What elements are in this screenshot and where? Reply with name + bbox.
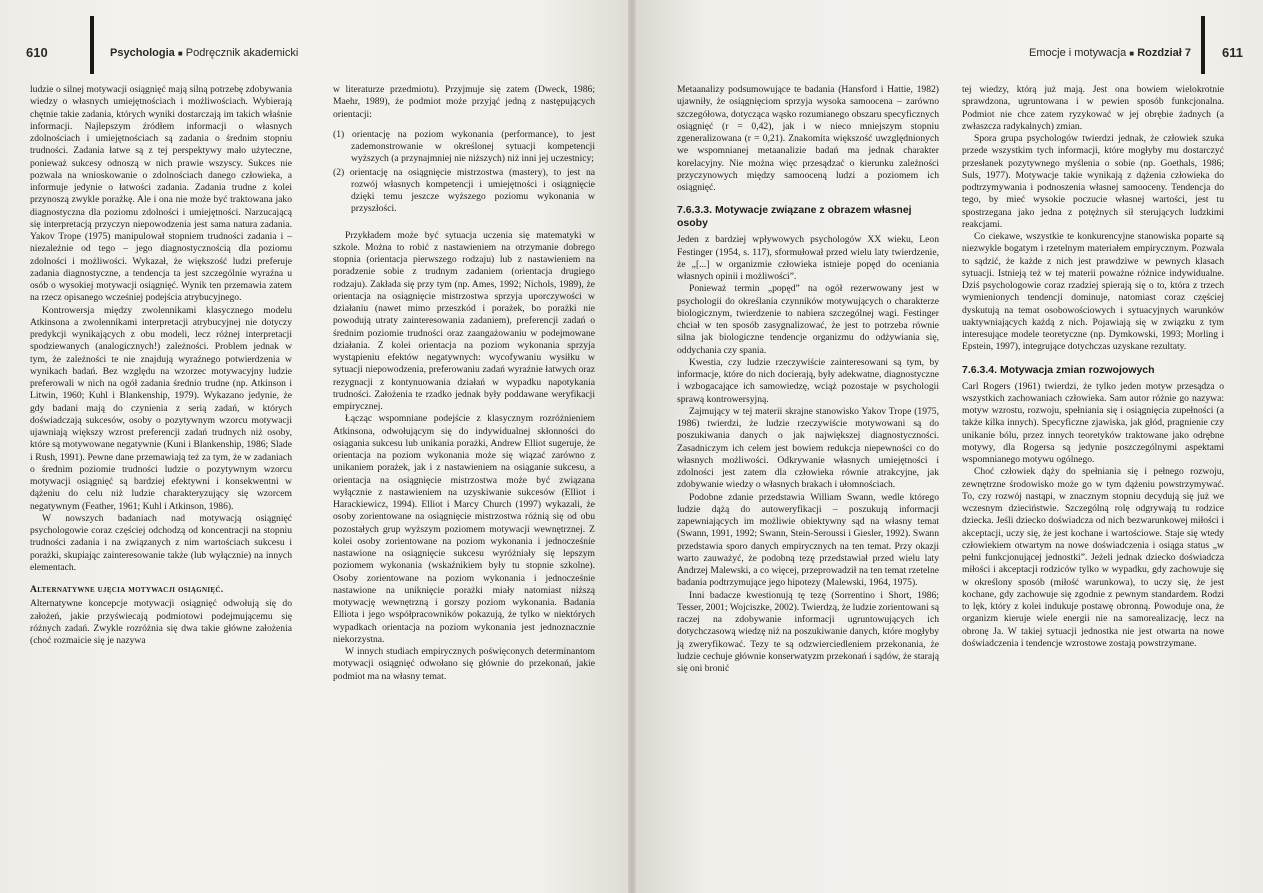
right-page-number: 611 — [1222, 45, 1243, 60]
paragraph: Kwestia, czy ludzie rzeczywiście zainteresowani są tym, by informacje, które do nich docierają, były adekwatne, diagnostyczne i wzbogacające ich samowiedzę, wciąż pozostaje w psychologii sprawą kontrowersyjną. — [677, 356, 939, 405]
right-running-head — [632, 42, 1263, 64]
paragraph: Inni badacze kwestionują tę tezę (Sorrentino i Short, 1986; Tesser, 2001; Wojciszke, 2002). Twierdzą, że ludzie zorientowani są raczej na zdobywanie informacji ugruntowujących ich dotychczasową wiedzę niż na poszukiwanie danych, które mogłyby ją zweryfikować. Tezy te są odzwierciedleniem przekonania, że ludzie cechuje głównie konserwatyzm przekonań i sądów, że starają się oni bronić — [677, 589, 939, 674]
left-running-title — [110, 47, 298, 59]
paragraph: Carl Rogers (1961) twierdzi, że tylko jeden motyw przesądza o wszystkich zachowaniach człowieka. Sam autor różnie go nazywa: motyw wzrostu, rozwoju, spełniania się i osiągnięcia zupełności (a także kilka innych). Specyficzne zjawiska, jak głód, pragnienie czy unikanie bólu, przez innych teoretyków traktowane jako odrębne motywy, dla Rogersa są jedynie poszczególnymi aspektami wspomnianego motywu ogólnego. — [962, 380, 1224, 465]
paragraph: Łącząc wspomniane podejście z klasycznym rozróżnieniem Atkinsona, odwołującym się do indywidualnej skłonności do osiągania sukcesu lub unikania porażki, Andrew Elliot sugeruje, że orientacja na poziom wykonania może się wiązać zarówno z unikaniem porażek, jak i z nastawieniem na osiąganie sukcesu, a orientacja na osiągnięcie mistrzostwa może być związana wyłącznie z nastawieniem na uzyskiwanie sukcesów (Elliot i Harackiewicz, 1994). Elliot i Marcy Church (1997) wykazali, że osoby zorientowane na osiągnięcie mistrzostwa różnią się od obu pozostałych grup wyższym poziomem motywacji wewnętrznej. Z kolei osoby zorientowane na poziom wykonania i jednocześnie nastawione na osiągnięcie sukcesu wyróżniały się lepszym poziomem wykonania (wskaźnikiem były tu stopnie szkolne). Osoby zorientowane na poziom wykonania i jednocześnie nastawione na uniknięcie porażki miały natomiast niższą motywację wewnętrzną i gorszy poziom wykonania. Badania Elliota i jego współpracowników pokazują, że tylko w niektórych wypadkach orientacja na poziom wykonania jest jednoznacznie niekorzystna. — [333, 413, 595, 645]
paragraph: W innych studiach empirycznych poświęconych determinantom motywacji osiągnięć odwołano się głównie do przekonań, jakie podmiot ma na własny temat. — [333, 646, 595, 682]
left-running-book: Psychologia — [110, 47, 175, 59]
left-running-head — [26, 42, 586, 64]
list-item: (2) orientację na osiągnięcie mistrzostwa (mastery), to jest na rozwój własnych kompetencji i umiejętności i osiągnięcie dzięki temu jeszcze wyższego poziomu wykonania w przyszłości. — [333, 166, 595, 215]
subsection-heading: Alternatywne ujęcia motywacji osiągnięć. — [30, 584, 224, 595]
paragraph: Ponieważ termin „popęd” na ogół rezerwowany jest w psychologii do określania czynników motywujących o charakterze biologicznym, twierdzenie to nabiera szczególnej wagi. Festinger chciał w ten sposób zasygnalizować, że jest to potrzeba równie silna jak biologiczne tendencje organizmu do odżywiania się, oddychania czy spania. — [677, 283, 939, 356]
paragraph: Podobne zdanie przedstawia William Swann, wedle którego ludzie dążą do autoweryfikacji – poszukują informacji zapewniających im możliwie obiektywny sąd na własny temat (Swann, 1991, 1992; Swann, Stein-Seroussi i Giesler, 1992). Swann przedstawia sporo danych empirycznych na ten temat. Przy okazji warto zauważyć, że podobną tezę przedstawiał przed wielu laty Andrzej Malewski, a co więcej, przeprowadził na ten temat rzetelne badania podtrzymujące jego hipotezy (Malewski, 1964, 1975). — [677, 491, 939, 589]
paragraph-spacer — [333, 222, 595, 230]
section-heading: 7.6.3.3. Motywacje związane z obrazem własnej osoby — [677, 204, 912, 230]
right-column-2 — [962, 84, 1224, 650]
section-heading: 7.6.3.4. Motywacja zmian rozwojowych — [962, 363, 1155, 376]
right-running-separator: ■ — [1129, 49, 1135, 58]
book-gutter — [628, 0, 636, 893]
paragraph: Metaanalizy podsumowujące te badania (Hansford i Hattie, 1982) ujawniły, że osiągnięciom sprzyja wysoka samoocena – zarówno szczegółowa, dotycząca wąsko rozumianego obszaru specyficznych osiągnięć (r = 0,42), jak i w nieco mniejszym stopniu zgeneralizowana (r = 0,21). Znakomita większość uwzględnionych we wspomnianej metaanalizie badań ma jednak charakter korelacyjny. Nie można więc przesądzać o kierunku zależności przyczynowych między samooceną ludzi a poziomem ich osiągnięć. — [677, 84, 939, 193]
paragraph: Przykładem może być sytuacja uczenia się matematyki w szkole. Można to robić z nastawieniem na otrzymanie dobrego stopnia (orientacja pierwszego rodzaju) lub z nastawieniem na poradzenie sobie z trudnym zadaniem (orientacja drugiego rodzaju). Zakłada się przy tym (np. Ames, 1992; Nichols, 1989), że orientacja na osiągnięcie mistrzostwa sprzyja uporczywości w działaniu (nawet mimo przeszkód i porażek, bo porażki nie powodują utraty zainteresowania zadaniem), preferencji zadań o średnim poziomie trudności oraz zaangażowaniu w podejmowane działania. Z kolei orientacja na poziom wykonania sprzyja wystąpieniu efektów negatywnych: wycofywaniu wysiłku w sytuacji niepowodzenia, preferowaniu zadań wyraźnie łatwych oraz rezygnacji z kontynuowania działań w wypadku napotykania trudności. Założenia te rzadko jednak były poddawane weryfikacji empirycznej. — [333, 229, 595, 412]
paragraph: Spora grupa psychologów twierdzi jednak, że człowiek szuka przede wszystkim tych informacji, które mogłyby mu dostarczyć przesłanek pozytywnego myślenia o sobie (np. Goethals, 1986; Suls, 1977). Motywacje takie wynikają z dążenia człowieka do podtrzymywania i podnoszenia własnej samooceny. Tendencja do tego, by mieć wysokie poczucie własnej wartości, jest tu spostrzegana jako jedna z potężnych sił sterujących ludzkimi reakcjami. — [962, 133, 1224, 230]
paragraph: Co ciekawe, wszystkie te konkurencyjne stanowiska poparte są niezwykle bogatym i rzetelnym materiałem empirycznym. Pozwala to sądzić, że każde z nich jest prawdziwe w pewnych klasach sytuacji. Istnieją też w tej materii poważne różnice indywidualne. Dziś psychologowie coraz rzadziej spierają się o to, która z trzech wymienionych tendencji dominuje, natomiast coraz częściej dyskutują na temat osobowościowych i sytuacyjnych warunków uaktywniających każdą z nich. Pojawiają się w związku z tym interesujące modele teoretyczne (np. Dymkowski, 1993; Morling i Epstein, 1997), integrujące dotychczas uzyskane rezultaty. — [962, 231, 1224, 353]
right-running-book: Emocje i motywacja — [1029, 47, 1127, 59]
right-column-1 — [677, 84, 939, 675]
paragraph: tej wiedzy, którą już mają. Jest ona bowiem wielokrotnie sprawdzona, ugruntowana i w pewien sposób funkcjonalna. Podmiot nie chce zatem ryzykować w jej obrębie żadnych (a zwłaszcza radykalnych) zmian. — [962, 84, 1224, 132]
right-page — [632, 0, 1263, 893]
right-header-bar — [1201, 16, 1205, 74]
paragraph: Alternatywne koncepcje motywacji osiągnięć odwołują się do założeń, jakie przyświecają podmiotowi podejmującemu się różnych zadań. Zwykle rozróżnia się dwa takie główne założenia (choć rozmaicie się je nazywa — [30, 598, 292, 646]
list-item: (1) orientację na poziom wykonania (performance), to jest zademonstrowanie w określonej sytuacji kompetencji wyższych (a przynajmniej nie niższych) niż inni jej uczestnicy; — [333, 128, 595, 165]
left-running-separator: ■ — [177, 49, 183, 58]
left-running-sub: Podręcznik akademicki — [185, 47, 299, 59]
paragraph: Zajmujący w tej materii skrajne stanowisko Yakov Trope (1975, 1986) twierdzi, że ludzie rzeczywiście motywowani są do poszukiwania danych o jak największej diagnostyczności. Zasadniczym ich celem jest bowiem redukcja niepewności co do własnych możliwości. Odkrywanie własnych umiejętności i zdolności jest zatem dla człowieka równie atrakcyjne, jak zdobywanie wiedzy o własnych brakach i ułomnościach. — [677, 405, 939, 491]
paragraph: Kontrowersja między zwolennikami klasycznego modelu Atkinsona a zwolennikami interpretacji atrybucyjnej nie dotyczy predykcji wynikających z obu modeli, lecz różnej interpretacji spodziewanych (analogicznych!) zależności. Problem jednak w tym, że zależności te nie znajdują wyraźnego potwierdzenia w wynikach badań. Bez względu na wzorzec motywacyjny ludzie preferowali w nich na ogół zadania średnio trudne (np. Atkinson i Litwin, 1960; Kuhl i Blankenship, 1979). Wykazano jedynie, że gdy badani mają do czynienia z serią zadań, w których doświadczają sukcesów, osoby o pozytywnym wzorcu motywacji ujawniają większy wzrost preferencji zadań trudnych niż osoby, które są motywowane negatywnie (Kuni i Blankenship, 1986; Slade i Rush, 1991). Pewne dane przemawiają też za tym, że w zadaniach o średnim poziomie trudności ludzie o pozytywnym wzorcu motywacji osiągnięć są bardziej efektywni i konsekwentni w dążeniu do celu niż ludzie charakteryzujący się wzorcem negatywnym (Feather, 1961; Kuhl i Atkinson, 1986). — [30, 304, 292, 512]
paragraph: Jeden z bardziej wpływowych psychologów XX wieku, Leon Festinger (1954, s. 117), sformułował przed wielu laty twierdzenie, że „[...] w organizmie człowieka istnieje popęd do oceniania własnych opinii i możliwości”. — [677, 234, 939, 282]
right-running-title — [1029, 47, 1191, 59]
left-page-number: 610 — [26, 45, 48, 60]
paragraph: Choć człowiek dąży do spełniania się i pełnego rozwoju, zewnętrzne środowisko może go w tym dążeniu powstrzymywać. To, czy rozwój nastąpi, w znacznym stopniu decydują się już we wczesnym dzieciństwie. Szczególną rolę odgrywają tu rodzice dziecka. Jeśli dziecko doświadcza od nich bezwarunkowej miłości i akceptacji, uczy się, że jest kochane i wartościowe. Staje się wtedy człowiekiem otwartym na nowe doświadczenia i osiąga status „w pełni funkcjonującej jednostki”. Jeżeli jednak dziecko doświadcza miłości i akceptacji rodziców tylko w wypadku, gdy zachowuje się w określony sposób (miłość warunkowa), to uczy się, że jest kochane, gdy zachowuje się zgodnie z pewnym standardem. Rodzi to lęk, który z kolei indukuje postawę obronną. Powoduje ona, że organizm kieruje wiele energii nie na samorealizację, lecz na obronę Ja. W takiej sytuacji jednostka nie jest otwarta na nowe doświadczenia i tendencje wzrostowe zostają powstrzymane. — [962, 466, 1224, 649]
paragraph: W nowszych badaniach nad motywacją osiągnięć psychologowie coraz częściej odchodzą od koncentracji na stopniu trudności zadania i na związanych z nim wartościach sukcesu i porażki, skupiając zainteresowanie także (lub wyłącznie) na innych elementach. — [30, 512, 292, 573]
left-header-bar — [90, 16, 94, 74]
numbered-list — [333, 129, 595, 216]
paragraph: w literaturze przedmiotu). Przyjmuje się zatem (Dweck, 1986; Maehr, 1989), że podmiot może przyjąć jedną z następujących orientacji: — [333, 84, 595, 120]
right-running-sub: Rozdział 7 — [1137, 47, 1191, 59]
left-column-2 — [333, 84, 595, 683]
paragraph: ludzie o silnej motywacji osiągnięć mają silną potrzebę zdobywania wiedzy o własnych umiejętnościach i możliwościach. Wybierają chętnie takie zadania, których wyniki dostarczają im takich właśnie informacji. Najlepszym źródłem informacji o własnych zdolnościach i umiejętnościach są zadania o średnim stopniu trudności. Zadania łatwe są z tej perspektywy mało użyteczne, ponieważ sukcesy odnoszą w nich prawie wszyscy. Sukces nie pozwala na wnioskowanie o zdolnościach danego człowieka, a informuje jedynie o łatwości zadania. Zadania trudne z kolei przynoszą zwykle porażkę. Ale i ona nie może być traktowana jako diagnostyczna dla poziomu zdolności i umiejętności. Narzucającą się interpretacją przyczyn niepowodzenia jest sama natura zadania. Yakov Trope (1975) manipulował stopniem trudności zadania i – niezależnie od tego – jego diagnostycznością dla poziomu zdolności i możliwości. Wykazał, że większość ludzi preferuje zadania diagnostyczne, a tendencja ta jest szczególnie wyraźna u osób o wysokiej motywacji osiągnięć. Wynik ten przemawia zatem na rzecz opisanego wcześniej podejścia atrybucyjnego. — [30, 84, 292, 304]
left-column-1 — [30, 84, 292, 647]
